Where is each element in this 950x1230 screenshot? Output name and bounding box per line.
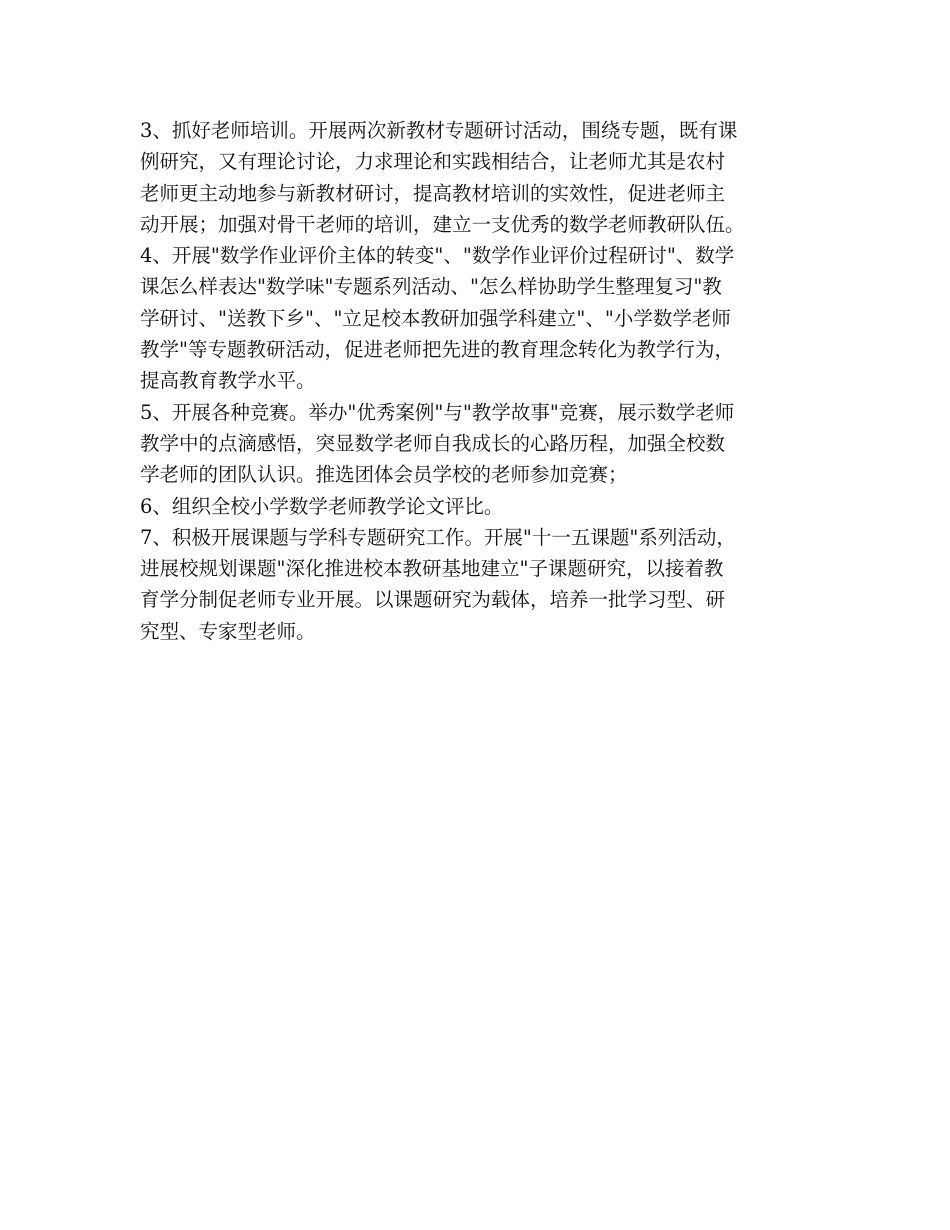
paragraph-item-7 bbox=[140, 522, 815, 647]
text-line: 学老师的团队认识。推选团体会员学校的老师参加竞赛； bbox=[140, 463, 628, 487]
text-line: 3、抓好老师培训。开展两次新教材专题研讨活动，围绕专题，既有课 bbox=[140, 119, 738, 142]
text-line: 5、开展各种竞赛。举办"优秀案例"与"教学故事"竞赛，展示数学老师 bbox=[140, 400, 735, 424]
text-line: 育学分制促老师专业开展。以课题研究为载体，培养一批学习型、研 bbox=[140, 588, 726, 612]
text-line: 究型、专家型老师。 bbox=[140, 619, 316, 643]
paragraph-item-5 bbox=[140, 397, 815, 491]
text-line: 教学"等专题教研活动，促进老师把先进的教育理念转化为教学行为， bbox=[140, 338, 734, 362]
text-line: 例研究，又有理论讨论，力求理论和实践相结合，让老师尤其是农村 bbox=[140, 150, 726, 174]
text-line: 7、积极开展课题与学科专题研究工作。开展"十一五课题"系列活动， bbox=[140, 525, 736, 549]
text-line: 6、组织全校小学数学老师教学论文评比。 bbox=[140, 494, 504, 518]
text-line: 进展校规划课题"深化推进校本教研基地建立"子课题研究，以接着教 bbox=[140, 557, 724, 581]
paragraph-item-3 bbox=[140, 115, 815, 240]
text-line: 4、开展"数学作业评价主体的转变"、"数学作业评价过程研讨"、数学 bbox=[140, 244, 735, 268]
document-body bbox=[140, 115, 815, 647]
text-line: 老师更主动地参与新教材研讨，提高教材培训的实效性，促进老师主 bbox=[140, 181, 726, 205]
text-line: 提高教育教学水平。 bbox=[140, 369, 316, 393]
text-line: 学研讨、"送教下乡"、"立足校本教研加强学科建立"、"小学数学老师 bbox=[140, 306, 731, 330]
text-line: 动开展；加强对骨干老师的培训，建立一支优秀的数学老师教研队伍。 bbox=[140, 212, 745, 236]
paragraph-item-6 bbox=[140, 491, 815, 522]
paragraph-item-4 bbox=[140, 240, 815, 396]
text-line: 教学中的点滴感悟，突显数学老师自我成长的心路历程，加强全校数 bbox=[140, 431, 726, 455]
text-line: 课怎么样表达"数学味"专题系列活动、"怎么样协助学生整理复习"教 bbox=[140, 275, 722, 299]
